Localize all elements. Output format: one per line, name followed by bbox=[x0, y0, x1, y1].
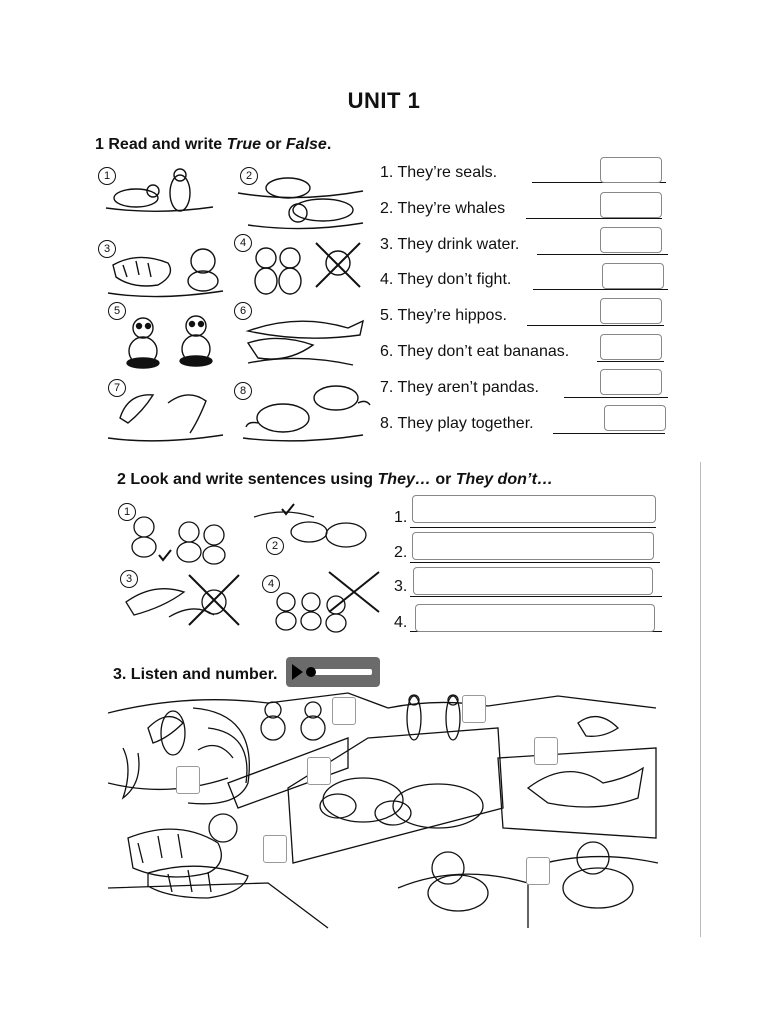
answer-line-2 bbox=[526, 218, 662, 219]
statement-1: 1. They’re seals. bbox=[380, 164, 498, 181]
answer-box-7[interactable] bbox=[600, 369, 662, 395]
section2-heading: 2 Look and write sentences using They… or They don’t… bbox=[117, 471, 553, 488]
statement-7: 7. They aren’t pandas. bbox=[380, 379, 539, 396]
statement-8: 8. They play together. bbox=[380, 415, 534, 432]
tiger-1 bbox=[128, 829, 221, 877]
answer-box-4[interactable] bbox=[602, 263, 664, 289]
number-box-seals[interactable] bbox=[462, 695, 486, 723]
picture-number-5: 5 bbox=[108, 302, 126, 320]
picture-number-3: 3 bbox=[98, 240, 116, 258]
dolphins-picture bbox=[108, 395, 223, 441]
s2-answer-line-3 bbox=[410, 596, 662, 597]
section3-heading: 3. Listen and number. bbox=[113, 666, 278, 683]
s2-picture-number-3: 3 bbox=[120, 570, 138, 588]
statement-6: 6. They don’t eat bananas. bbox=[380, 343, 570, 360]
pandas-picture bbox=[127, 316, 212, 368]
number-box-tigers[interactable] bbox=[263, 835, 287, 863]
dolphin-left bbox=[148, 717, 183, 743]
zoo-scene bbox=[108, 688, 663, 930]
s2-answer-box-1[interactable] bbox=[412, 495, 656, 523]
statement-5: 5. They’re hippos. bbox=[380, 307, 507, 324]
answer-line-6 bbox=[597, 361, 664, 362]
tiger-monkey-picture bbox=[108, 249, 223, 297]
dolphins-crossed-picture bbox=[126, 575, 239, 625]
s2-answer-box-2[interactable] bbox=[412, 532, 654, 560]
progress-track bbox=[308, 669, 372, 675]
picture-number-4: 4 bbox=[234, 234, 252, 252]
s2-answer-number-3: 3. bbox=[394, 578, 408, 595]
s2-answer-line-2 bbox=[410, 562, 660, 563]
answer-box-1[interactable] bbox=[600, 157, 662, 183]
number-box-dolphins[interactable] bbox=[176, 766, 200, 794]
s2-answer-line-1 bbox=[410, 527, 656, 528]
monkeys-eating-picture bbox=[132, 517, 225, 564]
orca bbox=[528, 768, 643, 807]
s2-picture-number-2: 2 bbox=[266, 537, 284, 555]
picture-number-7: 7 bbox=[108, 379, 126, 397]
answer-box-6[interactable] bbox=[600, 334, 662, 360]
number-box-monkeys[interactable] bbox=[526, 857, 550, 885]
statement-4: 4. They don’t fight. bbox=[380, 271, 512, 288]
play-icon bbox=[292, 664, 303, 680]
seals-picture bbox=[106, 169, 213, 211]
number-box-hippos[interactable] bbox=[307, 757, 331, 785]
tiger-2 bbox=[148, 866, 248, 898]
answer-line-7 bbox=[564, 397, 668, 398]
section2-pictures bbox=[114, 497, 384, 642]
s2-answer-box-4[interactable] bbox=[415, 604, 655, 632]
picture-number-2: 2 bbox=[240, 167, 258, 185]
s2-answer-number-2: 2. bbox=[394, 544, 408, 561]
answer-box-5[interactable] bbox=[600, 298, 662, 324]
whales-picture bbox=[248, 321, 363, 365]
audio-controls bbox=[286, 657, 380, 687]
statement-3: 3. They drink water. bbox=[380, 236, 520, 253]
picture-number-8: 8 bbox=[234, 382, 252, 400]
picture-number-6: 6 bbox=[234, 302, 252, 320]
answer-box-2[interactable] bbox=[600, 192, 662, 218]
monkeys-crossed-picture bbox=[255, 243, 360, 294]
answer-box-8[interactable] bbox=[604, 405, 666, 431]
page-divider bbox=[700, 462, 701, 937]
section1-heading: 1 Read and write True or False. bbox=[95, 136, 332, 153]
picture-number-1: 1 bbox=[98, 167, 116, 185]
s2-answer-number-1: 1. bbox=[394, 509, 408, 526]
answer-line-8 bbox=[553, 433, 665, 434]
tortoises-picture bbox=[243, 386, 370, 441]
statement-2: 2. They’re whales bbox=[380, 200, 506, 217]
hippos-picture bbox=[238, 178, 363, 229]
s2-picture-number-4: 4 bbox=[262, 575, 280, 593]
s2-picture-number-1: 1 bbox=[118, 503, 136, 521]
tigers-crossed-picture bbox=[276, 572, 379, 632]
answer-line-4 bbox=[533, 289, 668, 290]
s2-answer-number-4: 4. bbox=[394, 614, 408, 631]
number-box-orca[interactable] bbox=[534, 737, 558, 765]
progress-knob bbox=[306, 667, 316, 677]
s2-answer-box-3[interactable] bbox=[413, 567, 653, 595]
page-title: UNIT 1 bbox=[347, 88, 421, 113]
answer-box-3[interactable] bbox=[600, 227, 662, 253]
answer-line-3 bbox=[537, 254, 668, 255]
answer-line-5 bbox=[527, 325, 664, 326]
audio-player[interactable] bbox=[286, 657, 380, 687]
number-box-pandas[interactable] bbox=[332, 697, 356, 725]
